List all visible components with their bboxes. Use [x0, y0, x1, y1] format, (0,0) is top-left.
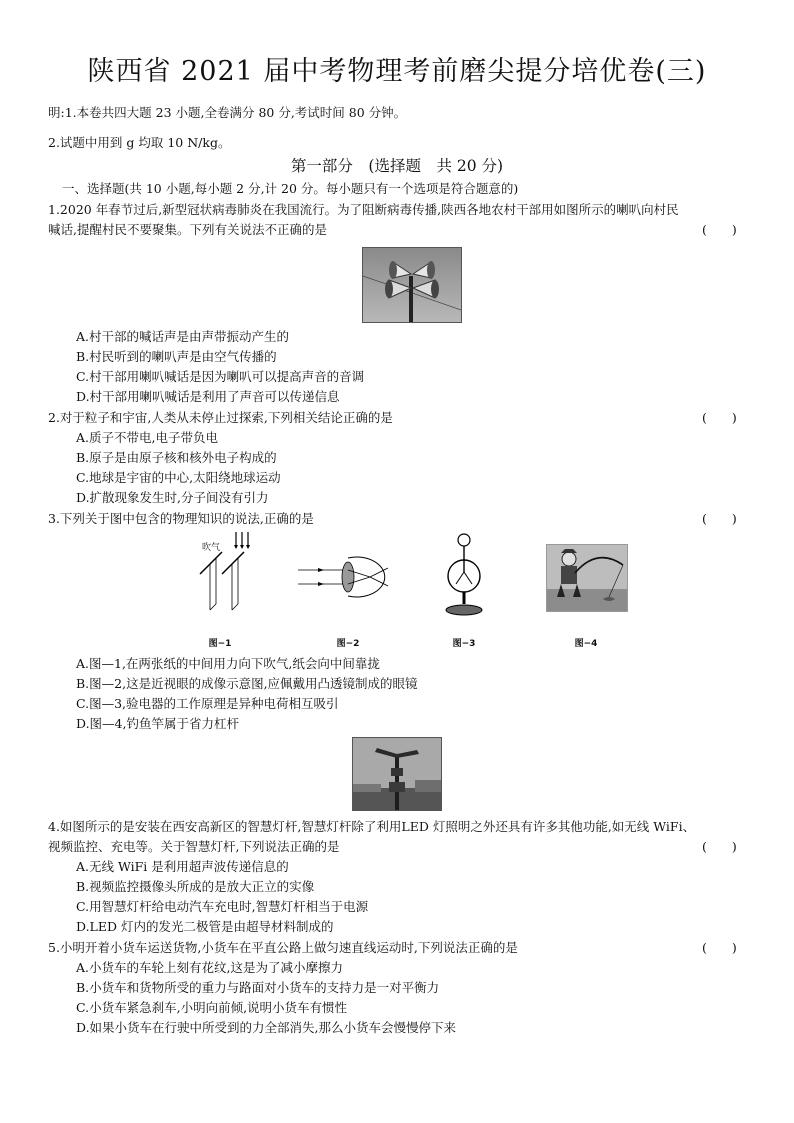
q3-option-b: B.图—2,这是近视眼的成像示意图,应佩戴用凸透镜制成的眼镜: [76, 676, 418, 691]
q1-option-b: B.村民听到的喇叭声是由空气传播的: [76, 349, 277, 364]
section-instruction: 一、选择题(共 10 小题,每小题 2 分,计 20 分。每小题只有一个选项是符合题意的): [62, 181, 519, 196]
answer-bracket[interactable]: ( ): [702, 839, 737, 854]
stem-line: 5.小明开着小货车运送货物,小货车在平直公路上做匀速直线运动时,下列说法正确的是: [48, 940, 518, 955]
q2-option-d: D.扩散现象发生时,分子间没有引力: [76, 490, 269, 505]
q5-option-b: B.小货车和货物所受的重力与路面对小货车的支持力是一对平衡力: [76, 980, 440, 995]
figure-3-label: 图−3: [452, 639, 476, 649]
question-3-stem: [48, 509, 748, 529]
figure-2-eye-diagram: [296, 550, 396, 604]
q2-option-a: A.质子不带电,电子带负电: [76, 430, 218, 445]
figure-4-fishing-cartoon: [546, 544, 628, 612]
q5-option-c: C.小货车紧急刹车,小明向前倾,说明小货车有惯性: [76, 1000, 348, 1015]
q1-option-a: A.村干部的喊话声是由声带振动产生的: [76, 329, 290, 344]
q3-option-d: D.图—4,钓鱼竿属于省力杠杆: [76, 716, 239, 731]
question-1-stem: [48, 200, 748, 240]
question-4-stem: [48, 817, 748, 857]
note-line-1: 明:1.本卷共四大题 23 小题,全卷满分 80 分,考试时间 80 分钟。: [48, 105, 407, 120]
smart-lamp-post-photo: [352, 737, 442, 811]
question-5-stem: [48, 938, 748, 958]
q5-option-d: D.如果小货车在行驶中所受到的力全部消失,那么小货车会慢慢停下来: [76, 1020, 457, 1035]
q1-option-c: C.村干部用喇叭喊话是因为喇叭可以提高声音的音调: [76, 369, 365, 384]
stem-line: 喊话,提醒村民不要聚集。下列有关说法不正确的是: [48, 222, 327, 237]
answer-bracket[interactable]: ( ): [702, 511, 737, 526]
page-title: 陕西省 2021 届中考物理考前磨尖提分培优卷(三): [87, 56, 707, 87]
q2-option-c: C.地球是宇宙的中心,太阳绕地球运动: [76, 470, 281, 485]
q2-option-b: B.原子是由原子核和核外电子构成的: [76, 450, 277, 465]
note-line-2: 2.试题中用到 g 均取 10 N/kg。: [48, 135, 231, 150]
stem-line: 视频监控、充电等。关于智慧灯杆,下列说法正确的是: [48, 839, 340, 854]
q4-option-c: C.用智慧灯杆给电动汽车充电时,智慧灯杆相当于电源: [76, 899, 369, 914]
figure-3-electroscope: [440, 532, 488, 618]
figure-2-label: 图−2: [336, 639, 360, 649]
question-2-stem: [48, 408, 748, 428]
q3-option-c: C.图—3,验电器的工作原理是异种电荷相互吸引: [76, 696, 339, 711]
figure-1-label: 图−1: [208, 639, 232, 649]
answer-bracket[interactable]: ( ): [702, 940, 737, 955]
answer-bracket[interactable]: ( ): [702, 410, 737, 425]
q5-option-a: A.小货车的车轮上刻有花纹,这是为了减小摩擦力: [76, 960, 343, 975]
stem-line: 2.对于粒子和宇宙,人类从未停止过探索,下列相关结论正确的是: [48, 410, 393, 425]
q3-option-a: A.图—1,在两张纸的中间用力向下吹气,纸会向中间靠拢: [76, 656, 380, 671]
stem-line: 4.如图所示的是安装在西安高新区的智慧灯杆,智慧灯杆除了利用LED 灯照明之外还具有许多其他功能,如无线 WiFi、: [48, 819, 696, 834]
part-heading: 第一部分 (选择题 共 20 分): [290, 157, 504, 175]
figure-1-paper-blowing: [196, 530, 260, 622]
blow-label: 吹气: [202, 543, 221, 553]
q4-option-b: B.视频监控摄像头所成的是放大正立的实像: [76, 879, 315, 894]
stem-line: 1.2020 年春节过后,新型冠状病毒肺炎在我国流行。为了阻断病毒传播,陕西各地农村干部用如图所示的喇叭向村民: [48, 202, 679, 217]
loudspeaker-photo: [362, 247, 462, 323]
answer-bracket[interactable]: ( ): [702, 222, 737, 237]
q4-option-a: A.无线 WiFi 是利用超声波传递信息的: [76, 859, 289, 874]
q4-option-d: D.LED 灯内的发光二极管是由超导材料制成的: [76, 919, 334, 934]
q1-option-d: D.村干部用喇叭喊话是利用了声音可以传递信息: [76, 389, 340, 404]
stem-line: 3.下列关于图中包含的物理知识的说法,正确的是: [48, 511, 314, 526]
figure-4-label: 图−4: [574, 639, 598, 649]
